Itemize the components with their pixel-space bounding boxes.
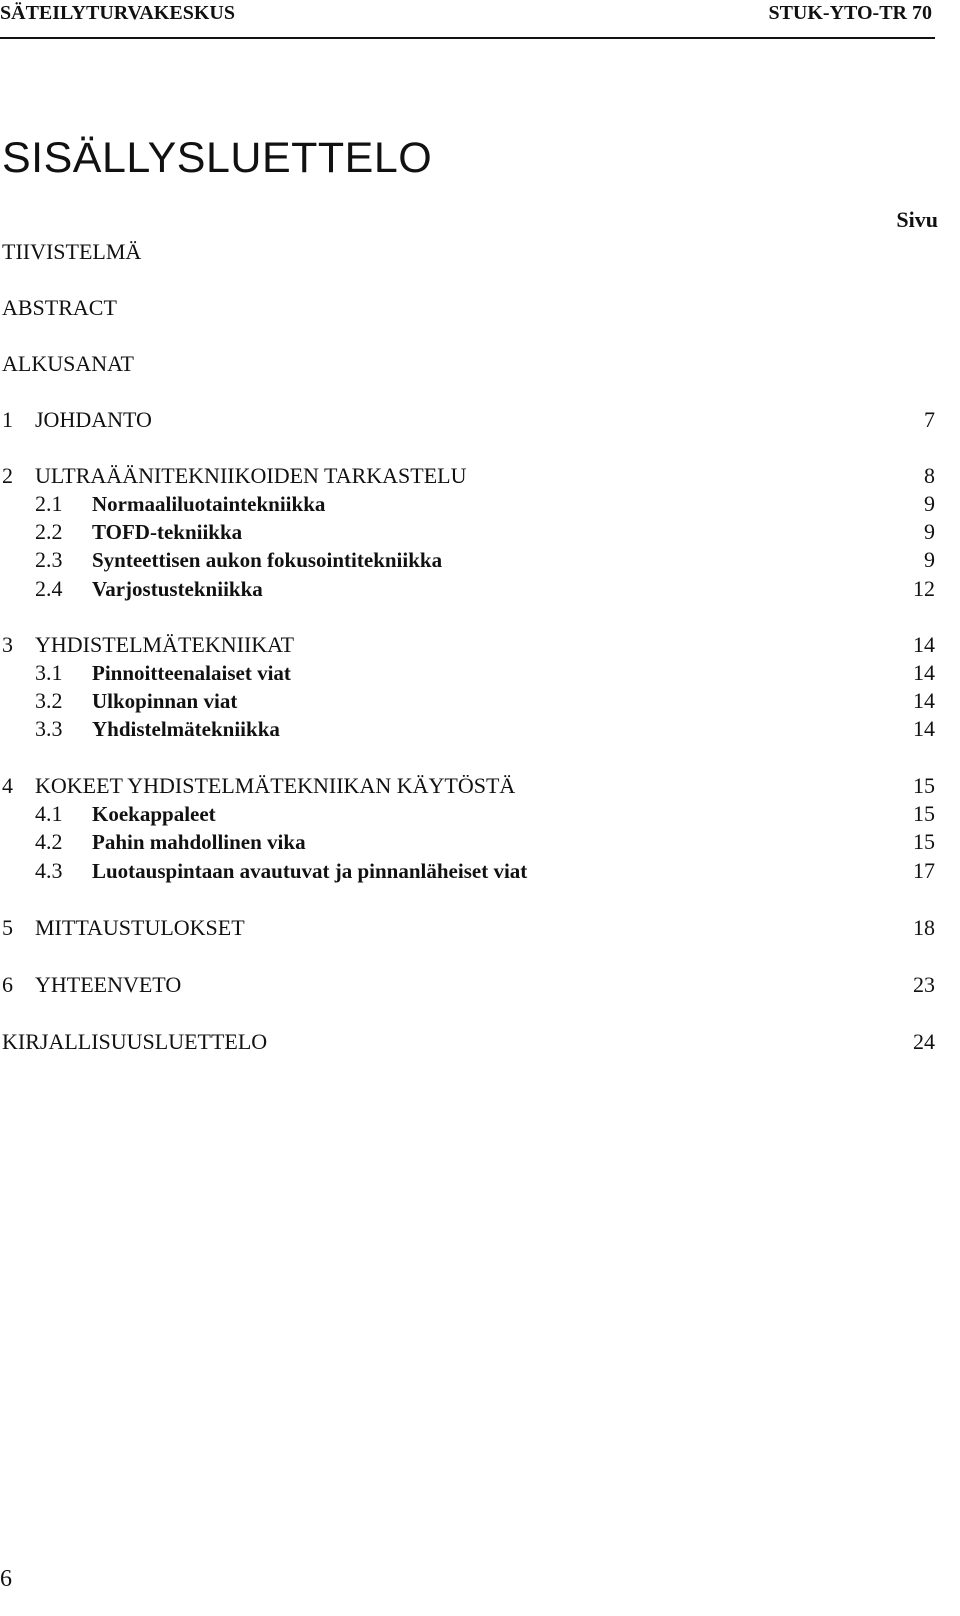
toc-chapter-3 — [0, 631, 935, 659]
toc-chapter-number: 3 — [2, 632, 13, 657]
toc-section-title: Ulkopinnan viat — [92, 689, 238, 713]
toc-section-4-2 — [0, 828, 935, 856]
toc-page-number: 9 — [924, 547, 935, 572]
toc-page-number: 15 — [913, 773, 935, 798]
toc-page-number: 7 — [924, 407, 935, 432]
toc-section-title: Synteettisen aukon fokusointitekniikka — [92, 548, 443, 572]
toc-page-number: 8 — [924, 463, 935, 488]
toc-chapter-title: YHTEENVETO — [35, 972, 182, 997]
toc-entry-text: ALKUSANAT — [2, 351, 134, 376]
toc-page-number: 9 — [924, 519, 935, 544]
toc-section-number: 3.3 — [35, 716, 63, 741]
toc-chapter-number: 2 — [2, 463, 13, 488]
toc-section-2-3 — [0, 546, 935, 574]
toc-page-number: 23 — [913, 972, 935, 997]
toc-section-number: 4.3 — [35, 858, 63, 883]
toc-page-number: 9 — [924, 491, 935, 516]
toc-page-number: 14 — [913, 688, 935, 713]
toc-section-title: Normaaliluotaintekniikka — [92, 492, 326, 516]
toc-chapter-title: KOKEET YHDISTELMÄTEKNIIKAN KÄYTÖSTÄ — [35, 773, 516, 798]
toc-chapter-number: 6 — [2, 972, 13, 997]
page-column-label: Sivu — [896, 207, 938, 232]
page-number: 6 — [0, 1566, 12, 1592]
toc-front-matter-abstract — [0, 294, 935, 322]
toc-section-title: Varjostustekniikka — [92, 577, 263, 601]
toc-chapter-5 — [0, 914, 935, 942]
toc-section-number: 3.2 — [35, 688, 63, 713]
toc-entry-text: ABSTRACT — [2, 295, 117, 320]
toc-section-3-3 — [0, 715, 935, 743]
running-header-report-id: STUK-YTO-TR 70 — [768, 2, 932, 24]
toc-chapter-4 — [0, 772, 935, 800]
toc-chapter-title: ULTRAÄÄNITEKNIIKOIDEN TARKASTELU — [35, 463, 467, 488]
toc-back-matter-kirjallisuusluettelo — [0, 1028, 935, 1056]
toc-section-title: Pahin mahdollinen vika — [92, 830, 306, 854]
toc-section-title: Yhdistelmätekniikka — [92, 717, 280, 741]
running-header-organization: SÄTEILYTURVAKESKUS — [0, 2, 235, 24]
toc-section-2-1 — [0, 490, 935, 518]
toc-section-2-4 — [0, 575, 935, 603]
toc-chapter-6 — [0, 971, 935, 999]
toc-chapter-number: 5 — [2, 915, 13, 940]
toc-chapter-1 — [0, 406, 935, 434]
toc-chapter-title: MITTAUSTULOKSET — [35, 915, 245, 940]
toc-entry-text: KIRJALLISUUSLUETTELO — [2, 1029, 268, 1054]
toc-page-number: 14 — [913, 660, 935, 685]
toc-section-number: 4.2 — [35, 829, 63, 854]
toc-section-title: Koekappaleet — [92, 802, 216, 826]
toc-page-number: 12 — [913, 576, 935, 601]
toc-section-number: 2.3 — [35, 547, 63, 572]
toc-front-matter-tiivistelma — [0, 238, 935, 266]
toc-section-number: 2.1 — [35, 491, 63, 516]
toc-section-4-1 — [0, 800, 935, 828]
toc-section-number: 2.4 — [35, 576, 63, 601]
toc-page-number: 15 — [913, 801, 935, 826]
toc-chapter-title: JOHDANTO — [35, 407, 152, 432]
toc-section-number: 3.1 — [35, 660, 63, 685]
toc-section-2-2 — [0, 518, 935, 546]
toc-page-number: 14 — [913, 632, 935, 657]
toc-section-3-2 — [0, 687, 935, 715]
toc-section-4-3 — [0, 857, 935, 885]
toc-page-number: 17 — [913, 858, 935, 883]
toc-front-matter-alkusanat — [0, 350, 935, 378]
toc-chapter-2 — [0, 462, 935, 490]
header-divider — [0, 37, 935, 39]
toc-section-title: Luotauspintaan avautuvat ja pinnanläheiset viat — [92, 859, 528, 883]
toc-section-title: Pinnoitteenalaiset viat — [92, 661, 291, 685]
toc-chapter-number: 1 — [2, 407, 13, 432]
toc-section-number: 4.1 — [35, 801, 63, 826]
toc-page-number: 15 — [913, 829, 935, 854]
toc-section-title: TOFD-tekniikka — [92, 520, 243, 544]
toc-page-number: 14 — [913, 716, 935, 741]
page-title: SISÄLLYSLUETTELO — [2, 134, 433, 182]
toc-page-number: 24 — [913, 1029, 935, 1054]
toc-chapter-title: YHDISTELMÄTEKNIIKAT — [35, 632, 295, 657]
toc-entry-text: TIIVISTELMÄ — [2, 239, 142, 264]
toc-chapter-number: 4 — [2, 773, 13, 798]
toc-section-3-1 — [0, 659, 935, 687]
toc-page-number: 18 — [913, 915, 935, 940]
toc-section-number: 2.2 — [35, 519, 63, 544]
